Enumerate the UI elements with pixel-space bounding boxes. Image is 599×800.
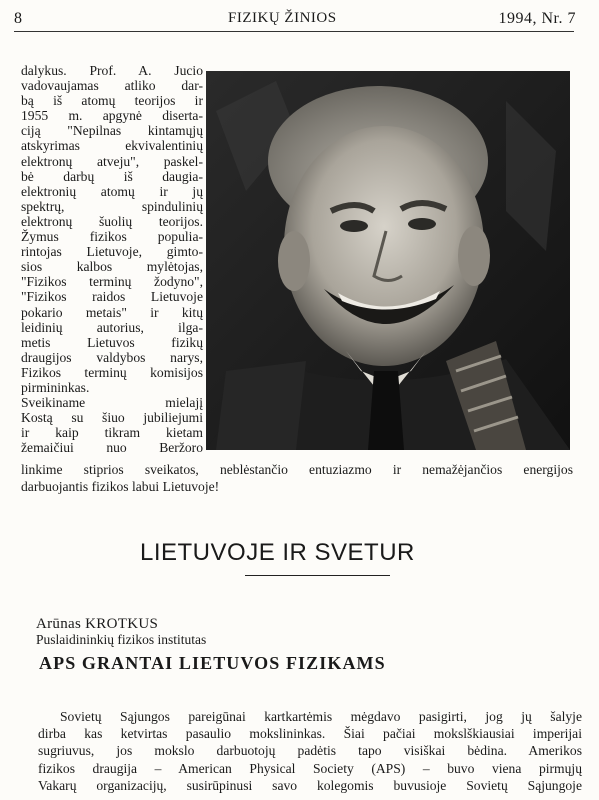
bio-line-text: bą iš atomų teorijos ir xyxy=(21,93,203,109)
bio-line-text: "Fizikos terminų žodyno", xyxy=(21,274,203,290)
section-rule xyxy=(245,575,390,576)
bio-line-text: leidinių autorius, ilga- xyxy=(21,319,203,335)
bio-line-text: elektronų šuolių teorijos. xyxy=(21,213,203,229)
bio-line-text: ir kaip tikram kietam xyxy=(21,425,203,441)
bio-line-text: "Fizikos raidos Lietuvoje xyxy=(21,289,203,305)
issue-number: 1994, Nr. 7 xyxy=(498,10,576,27)
body-line-text: Vakarų organizacijų, susirūpinusi savo kolegomis buvusioje Sovietų Sąjungoje xyxy=(38,777,582,793)
body-line-text: sugriuvus, jos mokslo darbuotojų padėtis tapo visiškai bėdina. Amerikos xyxy=(38,743,582,759)
bio-column xyxy=(21,63,203,455)
bio-line-text: ciją "Nepilnas kintamųjų xyxy=(21,123,203,139)
article-author: Arūnas KROTKUS xyxy=(36,616,159,632)
bio-line-text: Žymus fizikos populia- xyxy=(21,229,203,245)
running-header xyxy=(14,10,586,34)
bio-line-text: Sveikiname mielajį xyxy=(21,395,203,411)
bio-line-text: sios kalbos mylėtojas, xyxy=(21,259,203,275)
bio-line-text: atskyrimas ekvivalentinių xyxy=(21,138,203,154)
portrait-photo xyxy=(206,71,570,450)
article-title: APS GRANTAI LIETUVOS FIZIKAMS xyxy=(39,653,386,673)
bio-line-text: Fizikos terminų komisijos xyxy=(21,364,203,380)
header-rule xyxy=(14,31,574,32)
bio-line-text: metis Lietuvos fizikų xyxy=(21,334,203,350)
bio-line-text: rintojas Lietuvoje, gimto- xyxy=(21,244,203,260)
wide-line-text: darbuojantis fizikos labui Lietuvoje! xyxy=(21,479,220,494)
bio-line-text: pirmininkas. xyxy=(21,379,90,395)
bio-line-text: bė darbų iš daugia- xyxy=(21,168,203,184)
bio-line-text: vadovaujamas atliko dar- xyxy=(21,78,203,94)
wide-line-text: linkime stiprios sveikatos, neblėstančio entuziazmo ir nemažėjančios energijos xyxy=(21,462,573,477)
bio-line-text: elektronų atveju", paskel- xyxy=(21,153,203,169)
bio-line-text: 1955 m. apgynė diserta- xyxy=(21,108,203,124)
bio-line-text: pokario metais" ir kitų xyxy=(21,304,203,320)
bio-line-text: dalykus. Prof. A. Jucio xyxy=(21,63,203,78)
bio-line-text: draugijos valdybos narys, xyxy=(21,349,203,365)
journal-title: FIZIKŲ ŽINIOS xyxy=(228,10,337,26)
bio-line-text: spektrų, spindulinių xyxy=(21,198,203,214)
bio-line-text: Kostą su šiuo jubiliejumi xyxy=(21,410,203,426)
body-line-text: fizikos draugija – American Physical Society (APS) – buvo viena pirmųjų xyxy=(38,760,582,776)
body-line-text: dirba kas ketvirtas pasaulio mokslininkas. Šiai pačiai mokslškiausiai imperijai xyxy=(38,726,582,742)
author-affiliation: Puslaidininkių fizikos institutas xyxy=(36,632,207,647)
page-number: 8 xyxy=(14,10,22,27)
portrait-image xyxy=(206,71,570,450)
bio-line-text: elektronių atomų ir jų xyxy=(21,183,203,199)
bio-line-text: žemaičiui nuo Beržoro xyxy=(21,440,203,456)
body-line-text: Sovietų Sąjungos pareigūnai kartkartėmis mėgdavo pasigirti, jog jų šalyje xyxy=(60,709,582,724)
section-title: LIETUVOJE IR SVETUR xyxy=(140,539,415,566)
bio-wide-lines xyxy=(21,461,573,495)
article-body xyxy=(38,708,582,794)
